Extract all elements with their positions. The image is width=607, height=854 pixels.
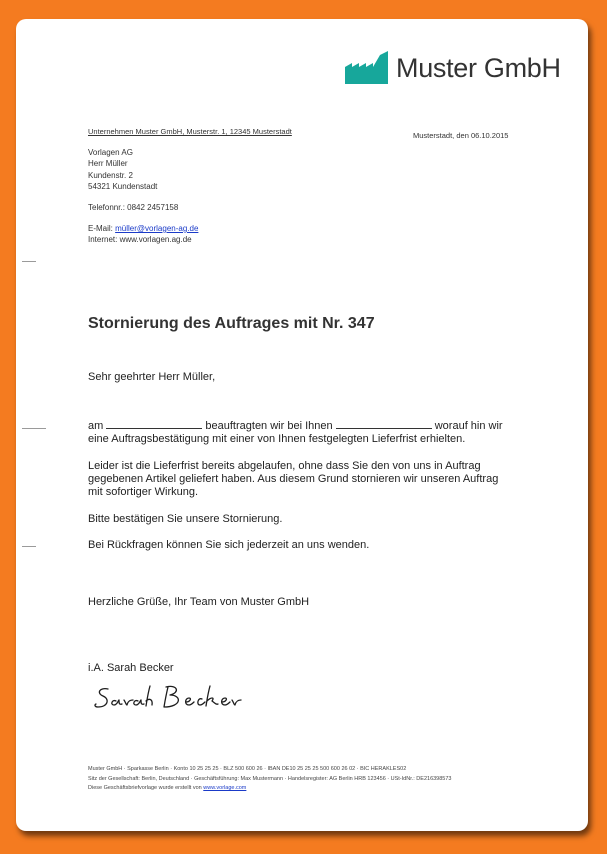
recipient-address [88,147,157,192]
email-link[interactable]: müller@vorlagen-ag.de [115,224,199,233]
company-name: Muster GmbH [396,52,561,83]
recipient-city: 54321 Kundenstadt [88,181,158,191]
paragraph-1 [88,420,503,446]
footer-bank-line: Muster GmbH · Sparkasse Berlin · Konto 10 25 25 25 · BLZ 500 600 26 · IBAN DE10 25 25 25 500 600 26 02 · BIC HERAKLES02 [88,766,407,772]
sender-line: Unternehmen Muster GmbH, Musterstr. 1, 12345 Musterstadt [88,127,292,136]
footer-registry-line: Sitz der Gesellschaft: Berlin, Deutschland · Geschäftsführung: Max Mustermann · Handelsregister: AG Berlin HRB 123456 · USt-IdNr.: DE216398573 [88,775,452,782]
paragraph-4: Bei Rückfragen können Sie sich jederzeit an uns wenden. [88,539,370,551]
letter-footer [88,765,451,794]
paragraph-1-line-1: am beauftragten wir bei Ihnen worauf hin wir [88,420,503,432]
footer-credit-line: Diese Geschäftsbriefvorlage wurde erstellt von www.vorlage.com [88,785,247,792]
recipient-company: Vorlagen AG [88,148,133,157]
factory-roof-logo-icon [345,51,388,85]
company-logo [345,51,561,85]
recipient-street: Kundenstr. 2 [88,170,133,180]
date-line: Musterstadt, den 06.10.2015 [413,131,509,140]
date-blank [106,428,202,429]
email-label: E-Mail: [88,224,113,233]
fold-mark [22,261,36,262]
phone-line: Telefonnr.: 0842 2457158 [88,203,179,212]
handwritten-signature [94,683,244,717]
letter-page [16,19,588,831]
letter-subject: Stornierung des Auftrages mit Nr. 347 [88,315,375,332]
fold-mark [22,428,46,429]
footer-link[interactable]: www.vorlage.com [203,785,247,792]
paragraph-3: Bitte bestätigen Sie unsere Stornierung. [88,513,283,525]
email-line [88,223,198,234]
paragraph-1-line-2: eine Auftragsbestätigung mit einer von Ihnen festgelegten Lieferfrist erhielten. [88,433,466,446]
paragraph-2: Leider ist die Lieferfrist bereits abgelaufen, ohne dass Sie den von uns in Auftrag gegebenen Artikel geliefert haben. Aus diesem Grund stornieren wir unseren Auftrag mit sofortiger Wirkung. [88,460,499,499]
internet-line: Internet: www.vorlagen.ag.de [88,235,192,244]
closing-line: Herzliche Grüße, Ihr Team von Muster GmbH [88,596,310,608]
order-blank [336,428,432,429]
contact-details [88,202,198,245]
fold-mark [22,546,36,547]
salutation: Sehr geehrter Herr Müller, [88,371,216,383]
recipient-name: Herr Müller [88,159,128,169]
signer-name: i.A. Sarah Becker [88,662,174,674]
